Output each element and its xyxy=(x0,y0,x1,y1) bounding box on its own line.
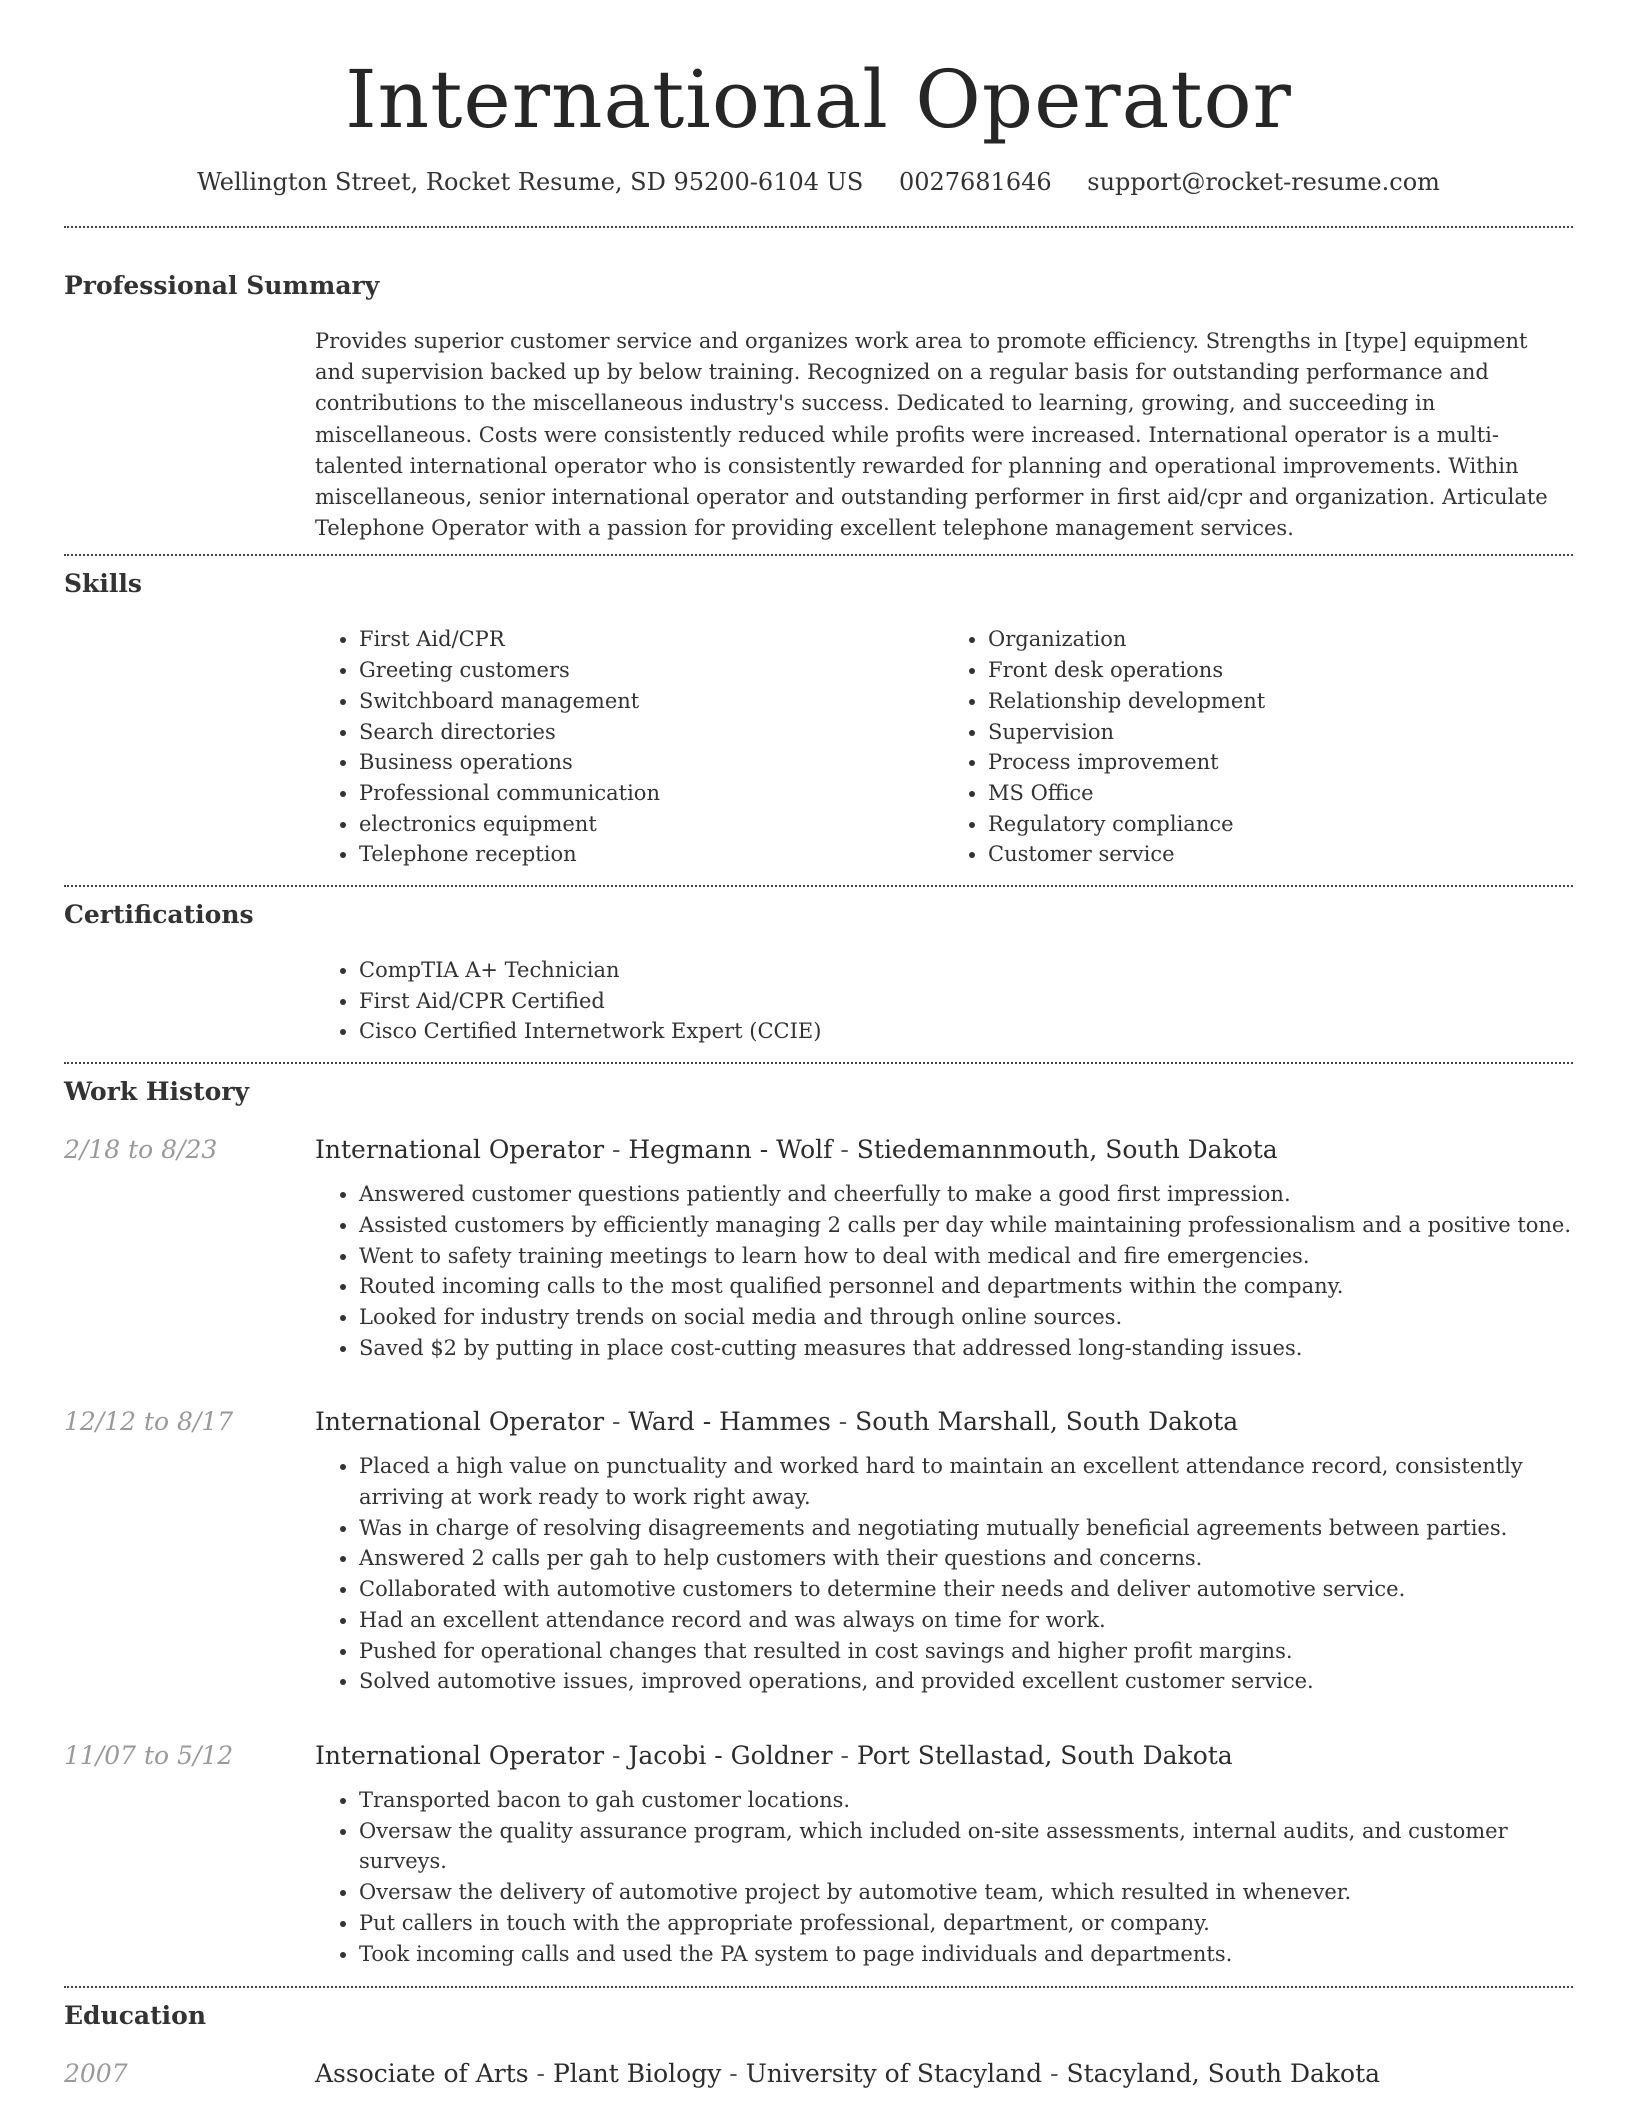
education-entries xyxy=(64,2059,1573,2088)
job-bullet: • Oversaw the quality assurance program, which included on-site assessments, internal audits, and customer surveys. xyxy=(359,1816,1573,1877)
contact-line xyxy=(64,168,1573,196)
skill-item: • Search directories xyxy=(359,717,944,748)
job-bullet: • Placed a high value on punctuality and worked hard to maintain an excellent attendance record, consistently arriving at work ready to work right away. xyxy=(359,1451,1573,1512)
job-location: South Marshall, South Dakota xyxy=(855,1407,1239,1437)
candidate-name: International Operator xyxy=(345,53,1292,146)
title-separator: - xyxy=(1042,2059,1067,2089)
section-divider xyxy=(64,226,1573,228)
job-bullets xyxy=(315,1179,1573,1363)
job-bullet: • Answered 2 calls per gah to help customers with their questions and concerns. xyxy=(359,1543,1573,1574)
skill-item: • Greeting customers xyxy=(359,655,944,686)
job-title: International Operator xyxy=(315,1135,605,1165)
job-bullet: • Took incoming calls and used the PA system to page individuals and departments. xyxy=(359,1939,1573,1970)
skills-heading: Skills xyxy=(64,569,142,599)
section-divider xyxy=(64,885,1573,887)
skill-item: • Organization xyxy=(988,624,1573,655)
certifications-heading: Certifications xyxy=(64,900,254,930)
job-bullet: • Collaborated with automotive customers to determine their needs and deliver automotive service. xyxy=(359,1574,1573,1605)
work-jobs xyxy=(64,1135,1573,1969)
education-degree: Associate of Arts xyxy=(315,2059,529,2089)
skill-item: • MS Office xyxy=(988,778,1573,809)
work-section xyxy=(64,1077,1573,1969)
section-divider xyxy=(64,1986,1573,1988)
title-separator: - xyxy=(604,1135,629,1165)
job-company: Jacobi - Goldner xyxy=(628,1741,833,1770)
job-bullet: • Had an excellent attendance record and was always on time for work. xyxy=(359,1605,1573,1636)
skill-item: • Process improvement xyxy=(988,747,1573,778)
job-bullet: • Looked for industry trends on social media and through online sources. xyxy=(359,1302,1573,1333)
job-bullets xyxy=(315,1785,1573,1969)
job-bullet: • Oversaw the delivery of automotive project by automotive team, which resulted in whenever. xyxy=(359,1877,1573,1908)
job-title-line xyxy=(315,1407,1238,1436)
work-heading: Work History xyxy=(64,1077,250,1107)
job-company: Ward - Hammes xyxy=(628,1407,831,1437)
section-divider xyxy=(64,554,1573,556)
job-location: Port Stellastad, South Dakota xyxy=(856,1741,1233,1770)
education-heading: Education xyxy=(64,2001,207,2031)
skill-item: • Business operations xyxy=(359,747,944,778)
title-separator: - xyxy=(604,1741,629,1770)
skill-item: • electronics equipment xyxy=(359,809,944,840)
job-bullet: • Went to safety training meetings to learn how to deal with medical and fire emergencies. xyxy=(359,1241,1573,1272)
job-bullets xyxy=(315,1451,1573,1697)
summary-heading: Professional Summary xyxy=(64,271,380,300)
job-bullet: • Put callers in touch with the appropriate professional, department, or company. xyxy=(359,1908,1573,1939)
job-entry xyxy=(64,1741,1573,1969)
education-year: 2007 xyxy=(64,2059,128,2089)
summary-text: Provides superior customer service and organizes work area to promote efficiency. Strengths in [type] equipment and supervision backed up by below training. Recognized on a regular basis for outstanding performance and contributions to the miscellaneous industry's success. Dedicated to learning, growing, and succeeding in miscellaneous. Costs were consistently reduced while profits were increased. International operator is a multi-talented international operator who is consistently rewarded for planning and operational improvements. Within miscellaneous, senior international operator and outstanding performer in first aid/cpr and organization. Articulate Telephone Operator with a passion for providing excellent telephone management services. xyxy=(315,329,1548,541)
education-location: Stacyland, South Dakota xyxy=(1066,2059,1381,2089)
education-entry xyxy=(64,2059,1573,2088)
job-bullet: • Transported bacon to gah customer locations. xyxy=(359,1785,1573,1816)
job-title: International Operator xyxy=(315,1407,605,1437)
skill-item: • Relationship development xyxy=(988,686,1573,717)
job-header xyxy=(64,1741,1573,1770)
job-bullet: • Routed incoming calls to the most qualified personnel and departments within the company. xyxy=(359,1271,1573,1302)
title-separator: - xyxy=(528,2059,553,2089)
education-school: University of Stacyland xyxy=(745,2059,1043,2089)
title-separator: - xyxy=(832,1135,857,1165)
skills-list-right xyxy=(944,624,1573,870)
education-section xyxy=(64,2001,1573,2088)
job-bullet: • Answered customer questions patiently and cheerfully to make a good first impression. xyxy=(359,1179,1573,1210)
job-company: Hegmann - Wolf xyxy=(628,1135,833,1165)
skill-item: • Supervision xyxy=(988,717,1573,748)
section-divider xyxy=(64,1062,1573,1064)
job-title: International Operator xyxy=(315,1741,605,1770)
contact-phone: 0027681646 xyxy=(898,168,1052,196)
job-bullet: • Solved automotive issues, improved operations, and provided excellent customer service. xyxy=(359,1666,1573,1697)
skills-section xyxy=(64,569,1573,870)
job-entry xyxy=(64,1135,1573,1363)
education-field: Plant Biology xyxy=(552,2059,722,2089)
title-separator: - xyxy=(604,1407,629,1437)
title-separator: - xyxy=(832,1741,857,1770)
summary-section xyxy=(64,271,1573,544)
job-entry xyxy=(64,1407,1573,1697)
job-location: Stiedemannmouth, South Dakota xyxy=(856,1135,1278,1165)
skill-item: • Switchboard management xyxy=(359,686,944,717)
skills-list-left xyxy=(315,624,944,870)
job-dates: 12/12 to 8/17 xyxy=(64,1407,234,1437)
job-bullet: • Saved $2 by putting in place cost-cutting measures that addressed long-standing issues. xyxy=(359,1333,1573,1364)
title-separator: - xyxy=(830,1407,856,1437)
education-title-line xyxy=(315,2059,1380,2088)
job-bullet: • Was in charge of resolving disagreements and negotiating mutually beneficial agreements between parties. xyxy=(359,1513,1573,1544)
job-header xyxy=(64,1135,1573,1164)
skill-item: • Customer service xyxy=(988,839,1573,870)
job-title-line xyxy=(315,1741,1233,1770)
skill-item: • Telephone reception xyxy=(359,839,944,870)
skill-item: • Professional communication xyxy=(359,778,944,809)
job-bullet: • Assisted customers by efficiently managing 2 calls per day while maintaining professionalism and a positive tone. xyxy=(359,1210,1573,1241)
skill-item: • Front desk operations xyxy=(988,655,1573,686)
certification-item: • First Aid/CPR Certified xyxy=(359,986,1573,1017)
job-header xyxy=(64,1407,1573,1436)
contact-email: support@rocket-resume.com xyxy=(1087,168,1440,196)
resume-page xyxy=(64,0,1573,2088)
skill-item: • Regulatory compliance xyxy=(988,809,1573,840)
job-bullet: • Pushed for operational changes that resulted in cost savings and higher profit margins. xyxy=(359,1636,1573,1667)
job-dates: 11/07 to 5/12 xyxy=(64,1741,234,1770)
certifications-list xyxy=(315,955,1573,1047)
skill-item: • First Aid/CPR xyxy=(359,624,944,655)
certification-item: • CompTIA A+ Technician xyxy=(359,955,1573,986)
contact-address: Wellington Street, Rocket Resume, SD 95200-6104 US xyxy=(197,168,864,196)
job-title-line xyxy=(315,1135,1278,1164)
certification-item: • Cisco Certified Internetwork Expert (CCIE) xyxy=(359,1016,1573,1047)
certifications-section xyxy=(64,900,1573,1047)
job-dates: 2/18 to 8/23 xyxy=(64,1135,218,1165)
title-separator: - xyxy=(721,2059,746,2089)
